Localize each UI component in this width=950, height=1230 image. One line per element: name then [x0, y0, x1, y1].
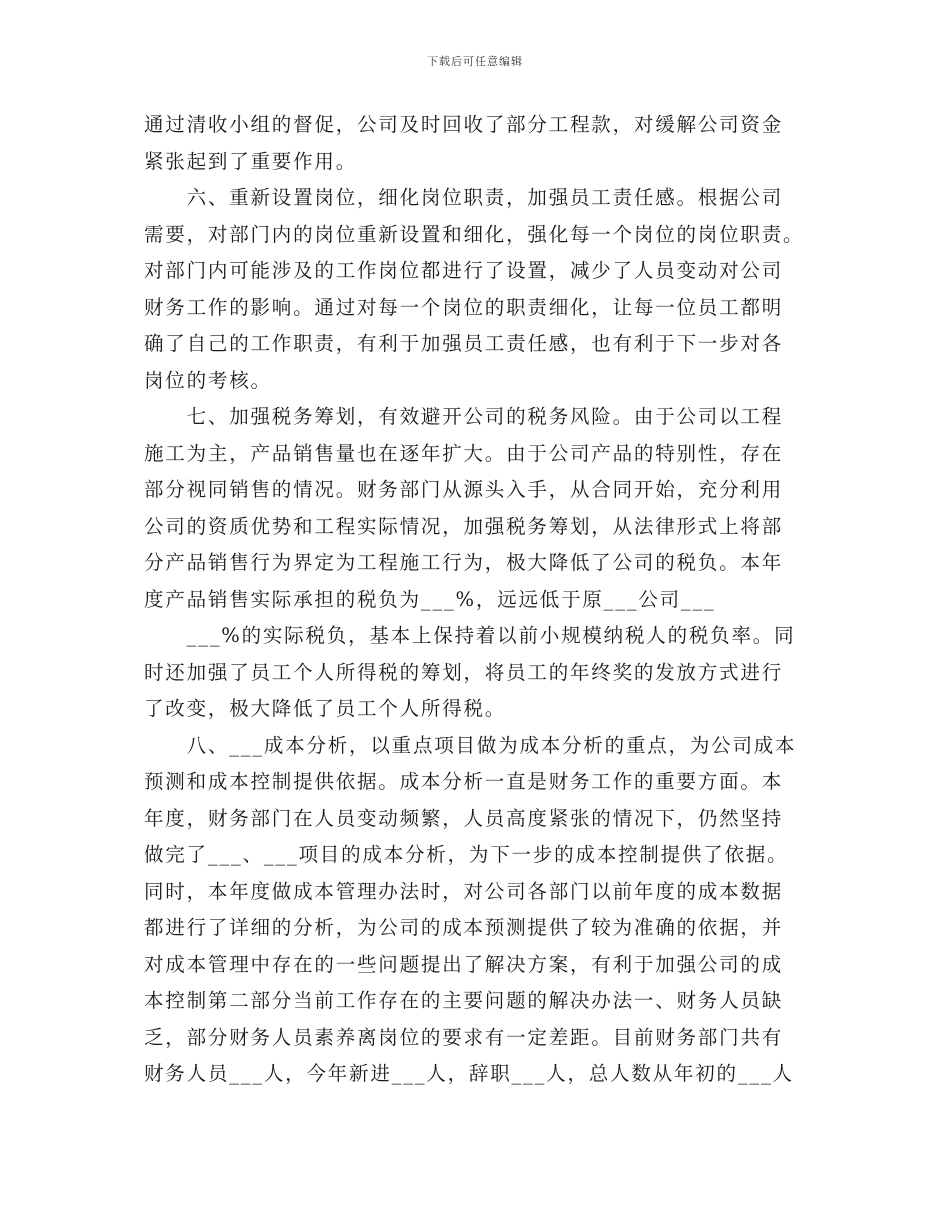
- text-line: 财务人员___人，今年新进___人，辞职___人，总人数从年初的___人: [144, 1062, 794, 1085]
- text-line: ___%的实际税负，基本上保持着以前小规模纳税人的税负率。同: [144, 624, 796, 647]
- page-header: 下载后可任意编辑: [427, 55, 523, 68]
- text-line: 年度，财务部门在人员变动频繁，人员高度紧张的情况下，仍然坚持: [144, 806, 784, 830]
- text-line: 都进行了详细的分析，为公司的成本预测提供了较为准确的依据，并: [144, 916, 784, 939]
- text-line: 岗位的考核。: [144, 368, 272, 392]
- text-line: 同时，本年度做成本管理办法时，对公司各部门以前年度的成本数据: [144, 879, 784, 903]
- text-line: 财务工作的影响。通过对每一个岗位的职责细化，让每一位员工都明: [144, 295, 784, 319]
- text-line: 通过清收小组的督促，公司及时回收了部分工程款，对缓解公司资金: [144, 113, 784, 136]
- text-line: 乏，部分财务人员素养离岗位的要求有一定差距。目前财务部门共有: [144, 1025, 784, 1049]
- text-line: 分产品销售行为界定为工程施工行为，极大降低了公司的税负。本年: [144, 551, 784, 574]
- text-line: 对成本管理中存在的一些问题提出了解决方案，有利于加强公司的成: [144, 952, 784, 976]
- text-line: 六、重新设置岗位，细化岗位职责，加强员工责任感。根据公司: [144, 186, 784, 209]
- text-line: 紧张起到了重要作用。: [144, 149, 358, 173]
- text-line: 度产品销售实际承担的税负为___%，远远低于原___公司___: [144, 587, 716, 611]
- text-line: 需要，对部门内的岗位重新设置和细化，强化每一个岗位的岗位职责。: [144, 222, 805, 246]
- text-line: 时还加强了员工个人所得税的筹划，将员工的年终奖的发放方式进行: [144, 660, 784, 684]
- text-line: 施工为主，产品销售量也在逐年扩大。由于公司产品的特别性，存在: [144, 441, 784, 465]
- text-line: 对部门内可能涉及的工作岗位都进行了设置，减少了人员变动对公司: [144, 259, 784, 282]
- text-line: 部分视同销售的情况。财务部门从源头入手，从合同开始，充分利用: [144, 478, 784, 501]
- text-line: 八、___成本分析，以重点项目做为成本分析的重点，为公司成本: [144, 733, 797, 757]
- text-line: 公司的资质优势和工程实际情况，加强税务筹划，从法律形式上将部: [144, 514, 784, 538]
- text-line: 了改变，极大降低了员工个人所得税。: [144, 697, 507, 720]
- text-line: 预测和成本控制提供依据。成本分析一直是财务工作的重要方面。本: [144, 770, 784, 793]
- document-body: [144, 107, 824, 1093]
- text-line: 七、加强税务筹划，有效避开公司的税务风险。由于公司以工程: [144, 405, 784, 428]
- text-line: 做完了___、___项目的成本分析，为下一步的成本控制提供了依据。: [144, 843, 789, 866]
- text-line: 本控制第二部分当前工作存在的主要问题的解决办法一、财务人员缺: [144, 989, 784, 1012]
- text-line: 确了自己的工作职责，有利于加强员工责任感，也有利于下一步对各: [144, 332, 784, 355]
